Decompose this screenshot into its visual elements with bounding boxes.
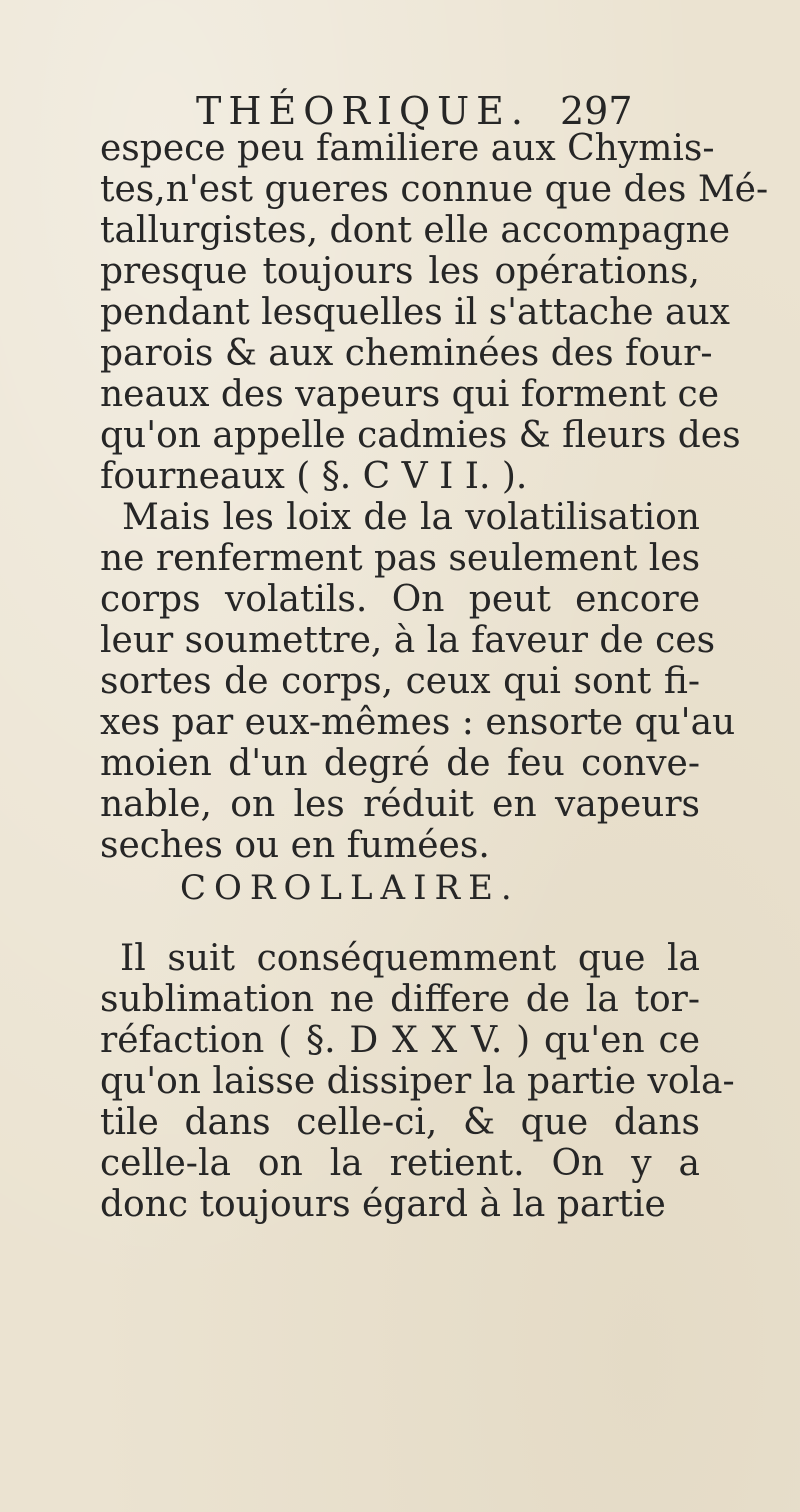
text-line: Mais les loix de la volatilisation <box>122 497 700 538</box>
text-line: presque toujours les opérations, <box>100 251 700 292</box>
body-text-2 <box>100 938 735 1225</box>
text-line: leur soumettre, à la faveur de ces <box>100 620 716 661</box>
text-line: fourneaux ( §. C V I I. ). <box>100 456 528 497</box>
text-line: espece peu familiere aux Chymis- <box>100 128 715 169</box>
text-line: qu'on appelle cadmies & fleurs des <box>100 415 741 456</box>
text-line: tile dans celle-ci, & que dans <box>100 1102 700 1143</box>
text-line: nable, on les réduit en vapeurs <box>100 784 700 825</box>
body-text <box>100 128 769 866</box>
paragraph-1 <box>100 128 769 497</box>
text-line: xes par eux-mêmes : ensorte qu'au <box>100 702 736 743</box>
text-line: celle-la on la retient. On y a <box>100 1143 700 1184</box>
text-line: pendant lesquelles il s'attache aux <box>100 292 730 333</box>
paragraph-2 <box>100 497 736 866</box>
text-line: sortes de corps, ceux qui sont fi- <box>100 661 700 702</box>
text-line: neaux des vapeurs qui forment ce <box>100 374 720 415</box>
text-line: sublimation ne differe de la tor- <box>100 979 700 1020</box>
page-number: 297 <box>560 89 633 133</box>
text-line: Il suit conséquemment que la <box>120 938 700 979</box>
text-line: corps volatils. On peut encore <box>100 579 700 620</box>
section-heading: COROLLAIRE. <box>180 868 520 908</box>
text-line: tallurgistes, dont elle accompagne <box>100 210 731 251</box>
text-line: seches ou en fumées. <box>100 825 490 866</box>
text-line: parois & aux cheminées des four- <box>100 333 713 374</box>
text-line: tes,n'est gueres connue que des Mé- <box>100 169 769 210</box>
text-line: qu'on laisse dissiper la partie vola- <box>100 1061 735 1102</box>
text-line: moien d'un degré de feu conve- <box>100 743 700 784</box>
running-title: THÉORIQUE. <box>196 89 530 133</box>
text-line: ne renferment pas seulement les <box>100 538 701 579</box>
text-line: réfaction ( §. D X X V. ) qu'en ce <box>100 1020 700 1061</box>
paragraph-3 <box>100 938 735 1225</box>
text-line: donc toujours égard à la partie <box>100 1184 666 1225</box>
